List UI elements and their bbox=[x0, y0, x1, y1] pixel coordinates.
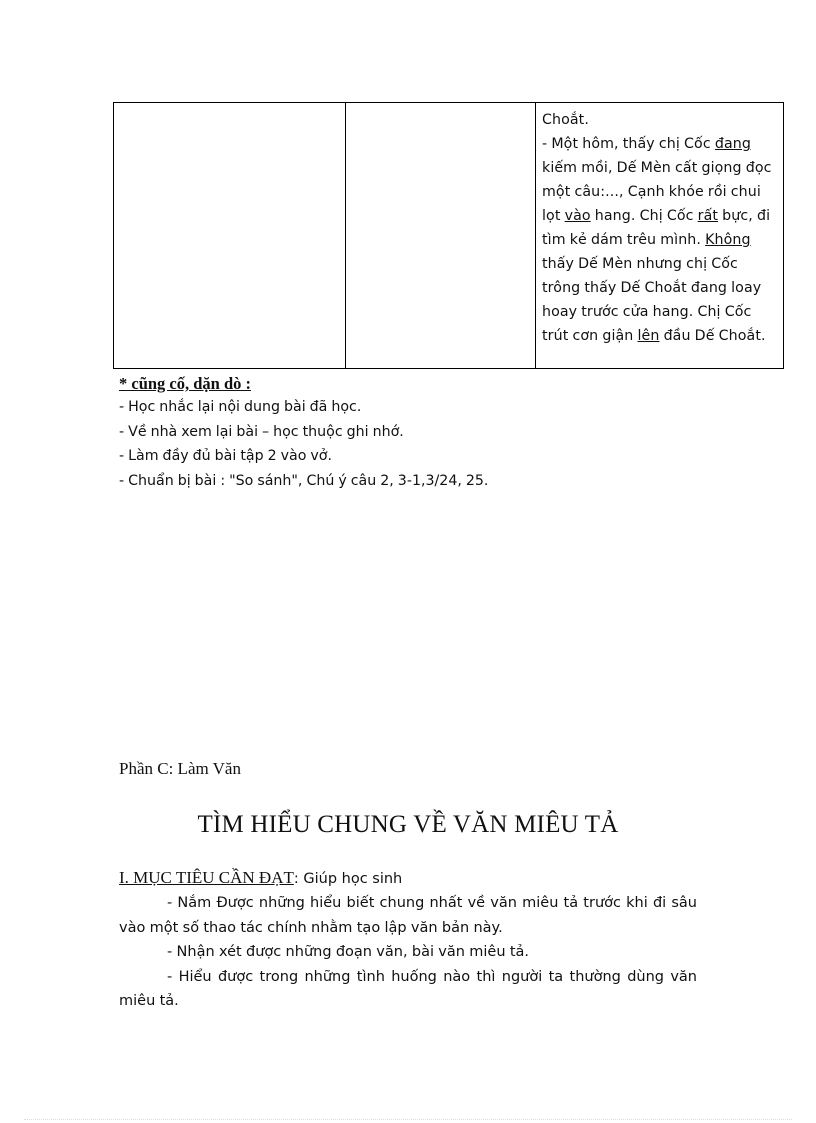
text-run: hang. Chị Cốc bbox=[590, 208, 698, 224]
table-cell-activity bbox=[114, 103, 346, 369]
objectives-section bbox=[119, 866, 697, 1014]
objectives-heading bbox=[119, 866, 697, 891]
objectives-heading-rest: : Giúp học sinh bbox=[293, 871, 403, 887]
underlined-word: lên bbox=[637, 328, 660, 344]
reinforce-title: * cũng cố, dặn dò : bbox=[119, 374, 252, 393]
text-run: kiếm mồi, Dế Mèn cất giọng đọc một câu:..., Cạnh khóe rồi chui lọt bbox=[542, 160, 772, 224]
table-cell-student bbox=[346, 103, 536, 369]
table-cell-content bbox=[536, 103, 784, 369]
underlined-word: đang bbox=[714, 136, 751, 152]
text-run: - Một hôm, thấy chị Cốc bbox=[542, 136, 715, 152]
text-run: đầu Dế Choắt. bbox=[659, 328, 766, 344]
text-run: Choắt. bbox=[542, 112, 589, 128]
cell-2-text bbox=[346, 103, 535, 108]
page-title: TÌM HIỂU CHUNG VỀ VĂN MIÊU TẢ bbox=[197, 811, 619, 838]
reinforce-list bbox=[119, 395, 719, 493]
reinforce-section bbox=[119, 373, 719, 493]
list-item: - Học nhắc lại nội dung bài đã học. bbox=[119, 399, 362, 415]
cell-3-text bbox=[536, 103, 783, 348]
page-bottom-divider bbox=[24, 1119, 792, 1120]
underlined-word: rất bbox=[697, 208, 719, 224]
objective-item: - Nhận xét được những đoạn văn, bài văn miêu tả. bbox=[167, 944, 530, 960]
objective-item: - Hiểu được trong những tình huống nào thì người ta thường dùng văn miêu tả. bbox=[119, 968, 697, 1009]
cell-1-text bbox=[114, 103, 345, 108]
underlined-word: Không bbox=[705, 232, 751, 248]
list-item: - Chuẩn bị bài : "So sánh", Chú ý câu 2, 3-1,3/24, 25. bbox=[119, 472, 489, 489]
text-run: bực, đi tìm kẻ dám trêu mình. bbox=[542, 208, 771, 248]
list-item: - Làm đầy đủ bài tập 2 vào vở. bbox=[119, 448, 332, 464]
objectives-heading-label: I. MỤC TIÊU CẦN ĐẠT bbox=[119, 868, 294, 887]
text-run: thấy Dế Mèn nhưng chị Cốc trông thấy Dế Choắt đang loay hoay trước cửa hang. Chị Cốc trút cơn giận bbox=[542, 256, 762, 344]
list-item: - Về nhà xem lại bài – học thuộc ghi nhớ. bbox=[119, 423, 404, 440]
underlined-word: vào bbox=[564, 208, 591, 224]
lesson-table bbox=[113, 102, 784, 369]
table-row bbox=[114, 103, 784, 369]
part-heading: Phần C: Làm Văn bbox=[119, 759, 241, 778]
objective-item: - Nắm Được những hiểu biết chung nhất về văn miêu tả trước khi đi sâu vào một số thao tác chính nhằm tạo lập văn bản này. bbox=[119, 895, 697, 936]
